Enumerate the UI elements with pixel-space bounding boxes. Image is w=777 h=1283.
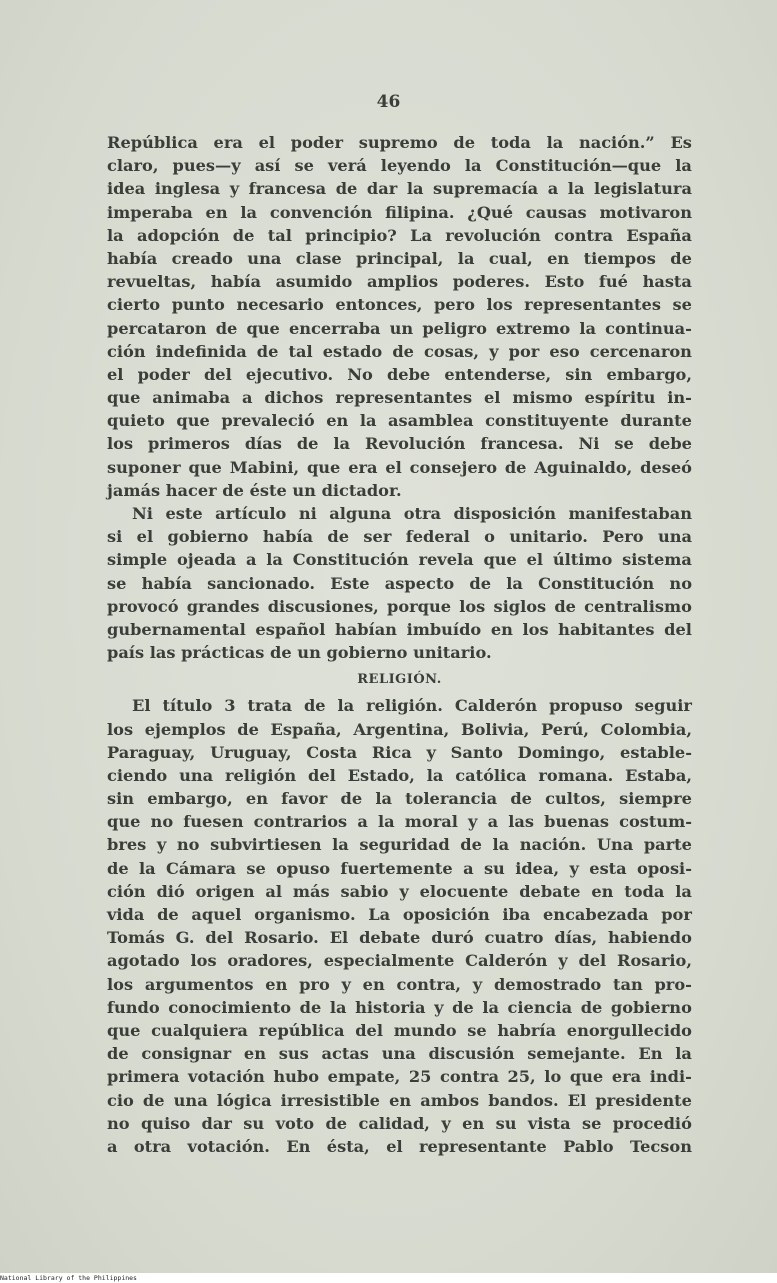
text-line: que animaba a dichos representantes el mismo espíritu in- xyxy=(107,388,692,408)
paragraph xyxy=(107,502,692,664)
text-line: percataron de que encerraba un peligro extremo la continua- xyxy=(107,318,692,338)
text-line: simple ojeada a la Constitución revela que el último sistema xyxy=(107,550,692,570)
text-line: había creado una clase principal, la cual, en tiempos de xyxy=(107,248,692,268)
text-line: provocó grandes discusiones, porque los siglos de centralismo xyxy=(107,596,692,616)
text-line: vida de aquel organismo. La oposición iba encabezada por xyxy=(107,905,692,924)
text-line: los primeros días de la Revolución francesa. Ni se debe xyxy=(107,434,692,454)
text-line: si el gobierno había de ser federal o unitario. Pero una xyxy=(107,527,692,547)
text-line: se había sancionado. Este aspecto de la Constitución no xyxy=(107,573,692,593)
text-line: los ejemplos de España, Argentina, Bolivia, Perú, Colombia, xyxy=(107,719,692,739)
text-line: bres y no subvirtiesen la seguridad de la nación. Una parte xyxy=(107,835,692,855)
text-line: de la Cámara se opuso fuertemente a su idea, y esta oposi- xyxy=(107,858,692,878)
text-line: gubernamental español habían imbuído en los habitantes del xyxy=(107,619,692,639)
text-line: a otra votación. En ésta, el representante Pablo Tecson xyxy=(107,1136,692,1156)
text-line: no quiso dar su voto de calidad, y en su vista se procedió xyxy=(107,1113,692,1133)
text-line: país las prácticas de un gobierno unitario. xyxy=(107,643,492,663)
body-text xyxy=(107,131,692,1158)
text-line: Paraguay, Uruguay, Costa Rica y Santo Domingo, estable- xyxy=(107,742,692,762)
text-line: la adopción de tal principio? La revolución contra España xyxy=(107,225,692,245)
section-heading: RELIGIÓN. xyxy=(357,672,442,688)
text-line: Tomás G. del Rosario. El debate duró cuatro días, habiendo xyxy=(107,928,692,948)
text-line: ción dió origen al más sabio y elocuente debate en toda la xyxy=(107,881,692,901)
text-line: imperaba en la convención filipina. ¿Qué causas motivaron xyxy=(107,202,692,222)
library-watermark: National Library of the Philippines xyxy=(0,1274,137,1282)
text-line: sin embargo, en favor de la tolerancia de cultos, siempre xyxy=(107,789,692,809)
text-line: ciendo una religión del Estado, la católica romana. Estaba, xyxy=(107,765,692,785)
text-line: de consignar en sus actas una discusión semejante. En la xyxy=(107,1044,692,1064)
text-line: revueltas, había asumido amplios poderes. Esto fué hasta xyxy=(107,272,692,292)
text-line: quieto que prevaleció en la asamblea constituyente durante xyxy=(107,411,692,431)
text-line: ción indefinida de tal estado de cosas, y por eso cercenaron xyxy=(107,341,692,361)
text-line: cierto punto necesario entonces, pero los representantes se xyxy=(107,295,692,315)
text-line: República era el poder supremo de toda la nación.” Es xyxy=(107,133,692,152)
text-line: fundo conocimiento de la historia y de la ciencia de gobierno xyxy=(107,997,692,1017)
text-line: idea inglesa y francesa de dar la supremacía a la legislatura xyxy=(107,179,692,199)
paragraph xyxy=(107,694,692,1158)
text-line: cio de una lógica irresistible en ambos bandos. El presidente xyxy=(107,1090,692,1110)
text-line: suponer que Mabini, que era el consejero de Aguinaldo, deseó xyxy=(107,457,692,477)
text-line: que no fuesen contrarios a la moral y a las buenas costum- xyxy=(107,812,692,832)
text-line: El título 3 trata de la religión. Calderón propuso seguir xyxy=(132,696,692,716)
text-line: el poder del ejecutivo. No debe entenderse, sin embargo, xyxy=(107,364,692,384)
text-line: jamás hacer de éste un dictador. xyxy=(107,480,402,500)
text-line: Ni este artículo ni alguna otra disposición manifestaban xyxy=(132,504,692,523)
text-line: primera votación hubo empate, 25 contra 25, lo que era indi- xyxy=(107,1067,692,1087)
text-line: agotado los oradores, especialmente Calderón y del Rosario, xyxy=(107,951,692,971)
text-line: que cualquiera república del mundo se habría enorgullecido xyxy=(107,1020,692,1040)
paragraph xyxy=(107,131,692,502)
text-line: los argumentos en pro y en contra, y demostrado tan pro- xyxy=(107,974,692,994)
page-number: 46 xyxy=(376,92,401,112)
text-line: claro, pues—y así se verá leyendo la Constitución—que la xyxy=(107,156,692,176)
